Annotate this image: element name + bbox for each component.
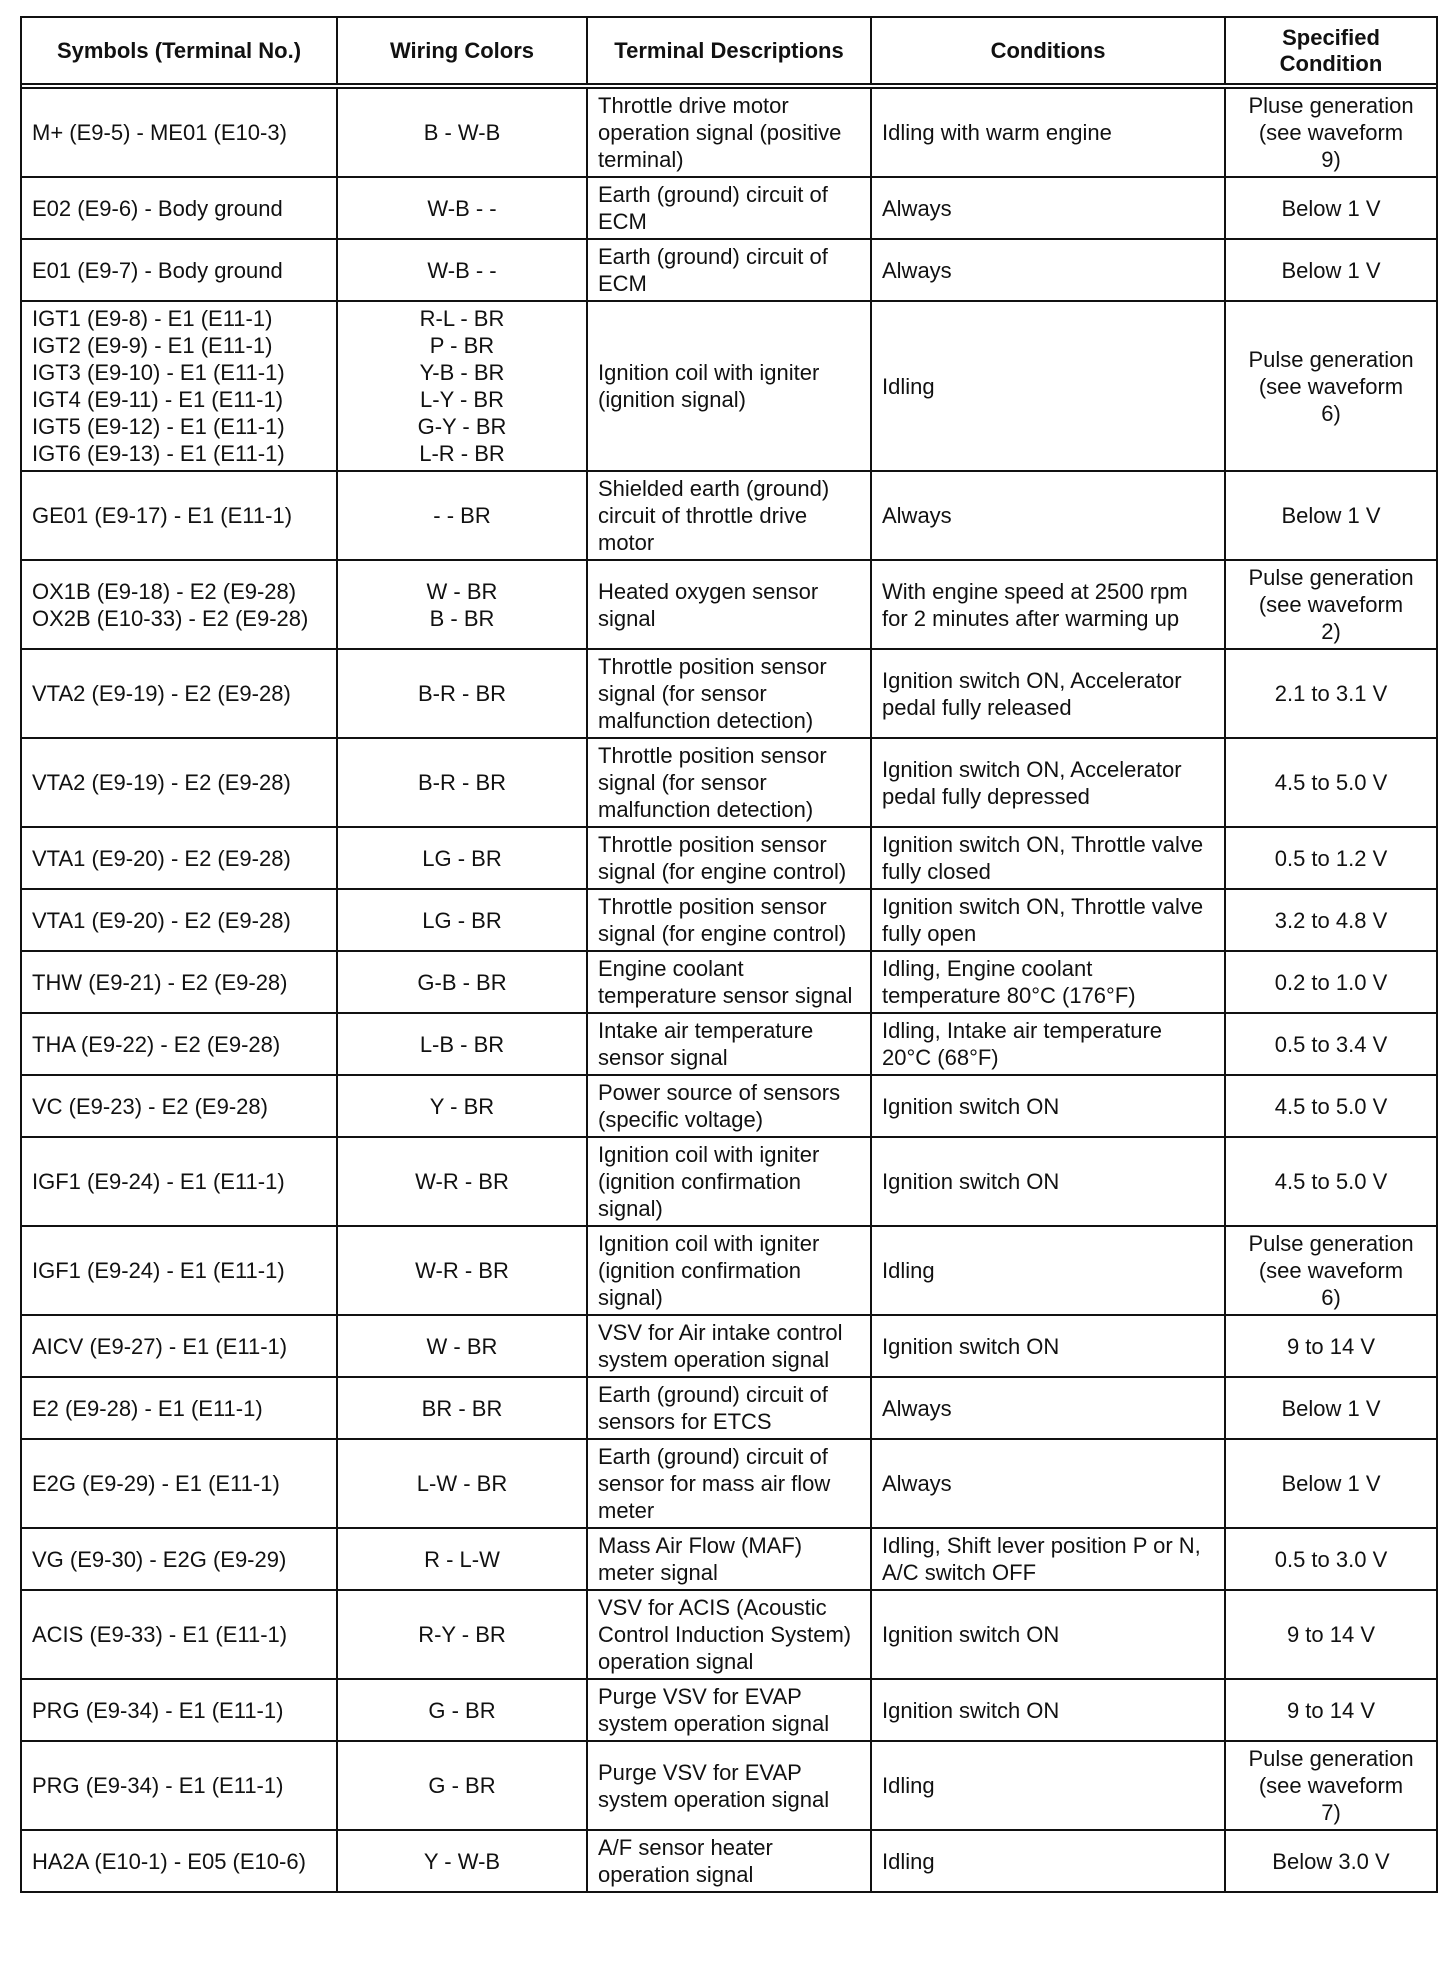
header-symbols: Symbols (Terminal No.) bbox=[21, 17, 337, 84]
symbol-text: E2 (E9-28) - E1 (E11-1) bbox=[32, 1395, 263, 1421]
table-row bbox=[21, 1377, 1437, 1439]
cell-symbols bbox=[21, 1741, 337, 1830]
cell-wiring-colors bbox=[337, 1741, 587, 1830]
table-row bbox=[21, 239, 1437, 301]
wiring-text: G - BR bbox=[428, 1773, 496, 1798]
cell-terminal-description: Earth (ground) circuit of ECM bbox=[587, 239, 871, 301]
cell-wiring-colors bbox=[337, 177, 587, 239]
cell-conditions: Ignition switch ON bbox=[871, 1137, 1225, 1226]
table-row bbox=[21, 649, 1437, 738]
table-row bbox=[21, 1226, 1437, 1315]
wiring-text: R - L-W bbox=[424, 1546, 500, 1572]
symbol-text: GE01 (E9-17) - E1 (E11-1) bbox=[32, 503, 293, 528]
wiring-text: L-Y - BR bbox=[420, 387, 504, 412]
cell-symbols bbox=[21, 1377, 337, 1439]
cell-symbols bbox=[21, 1013, 337, 1075]
wiring-text: Y-B - BR bbox=[419, 360, 505, 385]
symbol-text: OX1B (E9-18) - E2 (E9-28) bbox=[32, 578, 297, 604]
cell-conditions: Idling bbox=[871, 301, 1225, 471]
cell-terminal-description: Earth (ground) circuit of sensors for ETCS bbox=[587, 1377, 871, 1439]
cell-specified-condition: Below 1 V bbox=[1225, 177, 1437, 239]
cell-terminal-description: Power source of sensors (specific voltage) bbox=[587, 1075, 871, 1137]
cell-conditions: Always bbox=[871, 1377, 1225, 1439]
symbol-text: M+ (E9-5) - ME01 (E10-3) bbox=[32, 120, 287, 145]
symbol-text: IGT4 (E9-11) - E1 (E11-1) bbox=[32, 387, 284, 412]
cell-wiring-colors bbox=[337, 1590, 587, 1679]
wiring-text: W-B - - bbox=[427, 257, 497, 283]
wiring-text: G-Y - BR bbox=[417, 414, 507, 439]
table-row bbox=[21, 827, 1437, 889]
terminal-spec-table bbox=[20, 16, 1438, 1893]
cell-wiring-colors bbox=[337, 827, 587, 889]
header-conditions: Conditions bbox=[871, 17, 1225, 84]
symbol-text: THW (E9-21) - E2 (E9-28) bbox=[32, 969, 288, 995]
cell-specified-condition: Below 1 V bbox=[1225, 1439, 1437, 1528]
cell-wiring-colors bbox=[337, 1528, 587, 1590]
symbol-text: PRG (E9-34) - E1 (E11-1) bbox=[32, 1697, 284, 1723]
cell-wiring-colors bbox=[337, 560, 587, 649]
table-row bbox=[21, 1439, 1437, 1528]
symbol-text: IGF1 (E9-24) - E1 (E11-1) bbox=[32, 1258, 285, 1283]
wiring-text: B - W-B bbox=[423, 120, 501, 145]
cell-terminal-description: Heated oxygen sensor signal bbox=[587, 560, 871, 649]
wiring-text: L-W - BR bbox=[416, 1471, 508, 1496]
cell-conditions: Idling with warm engine bbox=[871, 88, 1225, 177]
cell-specified-condition: 9 to 14 V bbox=[1225, 1679, 1437, 1741]
cell-specified-condition: 9 to 14 V bbox=[1225, 1590, 1437, 1679]
wiring-text: L-B - BR bbox=[419, 1031, 505, 1057]
cell-conditions: Ignition switch ON bbox=[871, 1679, 1225, 1741]
cell-terminal-description: A/F sensor heater operation signal bbox=[587, 1830, 871, 1892]
cell-wiring-colors bbox=[337, 649, 587, 738]
cell-specified-condition: Pulse generation (see waveform 2) bbox=[1225, 560, 1437, 649]
symbol-text: VTA2 (E9-19) - E2 (E9-28) bbox=[32, 681, 291, 706]
wiring-text: - - BR bbox=[433, 503, 491, 528]
symbol-text: E02 (E9-6) - Body ground bbox=[32, 195, 283, 221]
cell-terminal-description: Throttle position sensor signal (for sensor malfunction detection) bbox=[587, 649, 871, 738]
cell-wiring-colors bbox=[337, 301, 587, 471]
cell-conditions: Ignition switch ON bbox=[871, 1075, 1225, 1137]
cell-wiring-colors bbox=[337, 1137, 587, 1226]
symbol-text: AICV (E9-27) - E1 (E11-1) bbox=[32, 1333, 288, 1359]
cell-specified-condition: Pulse generation (see waveform 7) bbox=[1225, 1741, 1437, 1830]
cell-symbols bbox=[21, 889, 337, 951]
cell-wiring-colors bbox=[337, 1377, 587, 1439]
cell-specified-condition: 0.5 to 3.4 V bbox=[1225, 1013, 1437, 1075]
cell-wiring-colors bbox=[337, 1679, 587, 1741]
cell-symbols bbox=[21, 1679, 337, 1741]
cell-specified-condition: 2.1 to 3.1 V bbox=[1225, 649, 1437, 738]
cell-specified-condition: 0.5 to 1.2 V bbox=[1225, 827, 1437, 889]
table-row bbox=[21, 1315, 1437, 1377]
header-terminal-descriptions: Terminal Descriptions bbox=[587, 17, 871, 84]
cell-conditions: Idling bbox=[871, 1830, 1225, 1892]
wiring-text: B - BR bbox=[429, 605, 495, 631]
cell-wiring-colors bbox=[337, 239, 587, 301]
table-row bbox=[21, 738, 1437, 827]
cell-symbols bbox=[21, 738, 337, 827]
wiring-text: P - BR bbox=[429, 333, 495, 358]
cell-terminal-description: Throttle position sensor signal (for engine control) bbox=[587, 889, 871, 951]
cell-wiring-colors bbox=[337, 88, 587, 177]
cell-wiring-colors bbox=[337, 1075, 587, 1137]
symbol-text: PRG (E9-34) - E1 (E11-1) bbox=[32, 1773, 284, 1798]
symbol-text: E01 (E9-7) - Body ground bbox=[32, 257, 283, 283]
cell-symbols bbox=[21, 239, 337, 301]
cell-symbols bbox=[21, 1075, 337, 1137]
cell-wiring-colors bbox=[337, 1439, 587, 1528]
symbol-text: VC (E9-23) - E2 (E9-28) bbox=[32, 1093, 268, 1119]
wiring-text: R-L - BR bbox=[419, 306, 505, 331]
cell-conditions: Ignition switch ON bbox=[871, 1315, 1225, 1377]
table-row bbox=[21, 471, 1437, 560]
table-row bbox=[21, 1830, 1437, 1892]
table-row bbox=[21, 1741, 1437, 1830]
table-row bbox=[21, 1075, 1437, 1137]
cell-specified-condition: Below 1 V bbox=[1225, 1377, 1437, 1439]
cell-symbols bbox=[21, 951, 337, 1013]
wiring-text: Y - BR bbox=[429, 1093, 495, 1119]
cell-terminal-description: Mass Air Flow (MAF) meter signal bbox=[587, 1528, 871, 1590]
cell-wiring-colors bbox=[337, 889, 587, 951]
cell-terminal-description: Throttle position sensor signal (for sensor malfunction detection) bbox=[587, 738, 871, 827]
symbol-text: HA2A (E10-1) - E05 (E10-6) bbox=[32, 1848, 306, 1874]
cell-terminal-description: Ignition coil with igniter (ignition confirmation signal) bbox=[587, 1226, 871, 1315]
cell-symbols bbox=[21, 1137, 337, 1226]
symbol-text: VG (E9-30) - E2G (E9-29) bbox=[32, 1546, 287, 1572]
table-row bbox=[21, 1590, 1437, 1679]
cell-conditions: Idling bbox=[871, 1741, 1225, 1830]
cell-specified-condition: Pulse generation (see waveform 6) bbox=[1225, 1226, 1437, 1315]
table-row bbox=[21, 1679, 1437, 1741]
cell-conditions: Always bbox=[871, 239, 1225, 301]
cell-specified-condition: 4.5 to 5.0 V bbox=[1225, 1137, 1437, 1226]
cell-wiring-colors bbox=[337, 738, 587, 827]
cell-conditions: Always bbox=[871, 471, 1225, 560]
table-row bbox=[21, 1528, 1437, 1590]
cell-wiring-colors bbox=[337, 1226, 587, 1315]
cell-specified-condition: 9 to 14 V bbox=[1225, 1315, 1437, 1377]
cell-symbols bbox=[21, 177, 337, 239]
table-row bbox=[21, 889, 1437, 951]
cell-specified-condition: Below 1 V bbox=[1225, 471, 1437, 560]
cell-conditions: Always bbox=[871, 1439, 1225, 1528]
cell-symbols bbox=[21, 1315, 337, 1377]
symbol-text: IGT3 (E9-10) - E1 (E11-1) bbox=[32, 360, 285, 385]
wiring-text: Y - W-B bbox=[423, 1848, 501, 1874]
wiring-text: R-Y - BR bbox=[418, 1622, 506, 1647]
wiring-text: BR - BR bbox=[421, 1395, 503, 1421]
table-body bbox=[21, 88, 1437, 1892]
symbol-text: E2G (E9-29) - E1 (E11-1) bbox=[32, 1471, 280, 1496]
cell-wiring-colors bbox=[337, 471, 587, 560]
symbol-text: IGF1 (E9-24) - E1 (E11-1) bbox=[32, 1169, 285, 1194]
cell-wiring-colors bbox=[337, 1315, 587, 1377]
symbol-text: IGT5 (E9-12) - E1 (E11-1) bbox=[32, 414, 285, 439]
symbol-text: ACIS (E9-33) - E1 (E11-1) bbox=[32, 1622, 288, 1647]
wiring-text: W - BR bbox=[426, 1333, 498, 1359]
cell-specified-condition: 0.5 to 3.0 V bbox=[1225, 1528, 1437, 1590]
symbol-text: VTA1 (E9-20) - E2 (E9-28) bbox=[32, 845, 291, 871]
cell-symbols bbox=[21, 1528, 337, 1590]
cell-terminal-description: Purge VSV for EVAP system operation signal bbox=[587, 1679, 871, 1741]
cell-wiring-colors bbox=[337, 951, 587, 1013]
cell-specified-condition: 3.2 to 4.8 V bbox=[1225, 889, 1437, 951]
symbol-text: THA (E9-22) - E2 (E9-28) bbox=[32, 1031, 281, 1057]
cell-specified-condition: Pulse generation (see waveform 6) bbox=[1225, 301, 1437, 471]
cell-conditions: Idling, Intake air temperature 20°C (68°F) bbox=[871, 1013, 1225, 1075]
cell-specified-condition: Below 1 V bbox=[1225, 239, 1437, 301]
cell-specified-condition: Below 3.0 V bbox=[1225, 1830, 1437, 1892]
cell-conditions: Ignition switch ON, Accelerator pedal fully released bbox=[871, 649, 1225, 738]
cell-terminal-description: Ignition coil with igniter (ignition confirmation signal) bbox=[587, 1137, 871, 1226]
cell-symbols bbox=[21, 471, 337, 560]
cell-specified-condition: 4.5 to 5.0 V bbox=[1225, 1075, 1437, 1137]
wiring-text: W - BR bbox=[426, 578, 498, 604]
cell-specified-condition: Pluse generation (see waveform 9) bbox=[1225, 88, 1437, 177]
cell-specified-condition: 4.5 to 5.0 V bbox=[1225, 738, 1437, 827]
cell-conditions: Ignition switch ON bbox=[871, 1590, 1225, 1679]
cell-symbols bbox=[21, 560, 337, 649]
cell-symbols bbox=[21, 1830, 337, 1892]
symbol-text: VTA2 (E9-19) - E2 (E9-28) bbox=[32, 770, 291, 795]
cell-terminal-description: Earth (ground) circuit of ECM bbox=[587, 177, 871, 239]
cell-terminal-description: Purge VSV for EVAP system operation signal bbox=[587, 1741, 871, 1830]
cell-conditions: Ignition switch ON, Throttle valve fully open bbox=[871, 889, 1225, 951]
cell-terminal-description: Throttle position sensor signal (for engine control) bbox=[587, 827, 871, 889]
symbol-text: VTA1 (E9-20) - E2 (E9-28) bbox=[32, 907, 291, 933]
cell-conditions: Idling bbox=[871, 1226, 1225, 1315]
cell-terminal-description: Shielded earth (ground) circuit of throttle drive motor bbox=[587, 471, 871, 560]
cell-symbols bbox=[21, 1590, 337, 1679]
cell-symbols bbox=[21, 301, 337, 471]
wiring-text: W-R - BR bbox=[415, 1169, 509, 1194]
wiring-text: LG - BR bbox=[422, 845, 502, 871]
cell-specified-condition: 0.2 to 1.0 V bbox=[1225, 951, 1437, 1013]
table-row bbox=[21, 301, 1437, 471]
header-specified-condition: Specified Condition bbox=[1225, 17, 1437, 84]
cell-wiring-colors bbox=[337, 1830, 587, 1892]
cell-conditions: Ignition switch ON, Throttle valve fully closed bbox=[871, 827, 1225, 889]
table-row bbox=[21, 560, 1437, 649]
cell-symbols bbox=[21, 827, 337, 889]
cell-symbols bbox=[21, 1226, 337, 1315]
cell-wiring-colors bbox=[337, 1013, 587, 1075]
symbol-text: OX2B (E10-33) - E2 (E9-28) bbox=[32, 605, 309, 631]
wiring-text: G-B - BR bbox=[417, 969, 507, 995]
cell-terminal-description: VSV for Air intake control system operation signal bbox=[587, 1315, 871, 1377]
header-wiring-colors: Wiring Colors bbox=[337, 17, 587, 84]
wiring-text: W-R - BR bbox=[415, 1258, 509, 1283]
cell-conditions: Ignition switch ON, Accelerator pedal fully depressed bbox=[871, 738, 1225, 827]
cell-terminal-description: Earth (ground) circuit of sensor for mass air flow meter bbox=[587, 1439, 871, 1528]
table-row bbox=[21, 951, 1437, 1013]
wiring-text: B-R - BR bbox=[418, 770, 506, 795]
wiring-text: B-R - BR bbox=[418, 681, 506, 706]
cell-symbols bbox=[21, 1439, 337, 1528]
cell-terminal-description: Ignition coil with igniter (ignition signal) bbox=[587, 301, 871, 471]
wiring-text: G - BR bbox=[428, 1697, 496, 1723]
cell-terminal-description: Throttle drive motor operation signal (positive terminal) bbox=[587, 88, 871, 177]
cell-conditions: With engine speed at 2500 rpm for 2 minutes after warming up bbox=[871, 560, 1225, 649]
table-row bbox=[21, 88, 1437, 177]
cell-terminal-description: VSV for ACIS (Acoustic Control Induction System) operation signal bbox=[587, 1590, 871, 1679]
table-row bbox=[21, 1013, 1437, 1075]
table-row bbox=[21, 177, 1437, 239]
header-row bbox=[21, 17, 1437, 84]
symbol-text: IGT1 (E9-8) - E1 (E11-1) bbox=[32, 306, 273, 331]
wiring-text: LG - BR bbox=[422, 907, 502, 933]
cell-conditions: Idling, Engine coolant temperature 80°C (176°F) bbox=[871, 951, 1225, 1013]
symbol-text: IGT2 (E9-9) - E1 (E11-1) bbox=[32, 333, 273, 358]
cell-conditions: Idling, Shift lever position P or N, A/C switch OFF bbox=[871, 1528, 1225, 1590]
symbol-text: IGT6 (E9-13) - E1 (E11-1) bbox=[32, 441, 285, 466]
wiring-text: L-R - BR bbox=[419, 441, 505, 466]
wiring-text: W-B - - bbox=[427, 195, 497, 221]
table-row bbox=[21, 1137, 1437, 1226]
cell-terminal-description: Engine coolant temperature sensor signal bbox=[587, 951, 871, 1013]
cell-symbols bbox=[21, 88, 337, 177]
cell-conditions: Always bbox=[871, 177, 1225, 239]
cell-terminal-description: Intake air temperature sensor signal bbox=[587, 1013, 871, 1075]
cell-symbols bbox=[21, 649, 337, 738]
